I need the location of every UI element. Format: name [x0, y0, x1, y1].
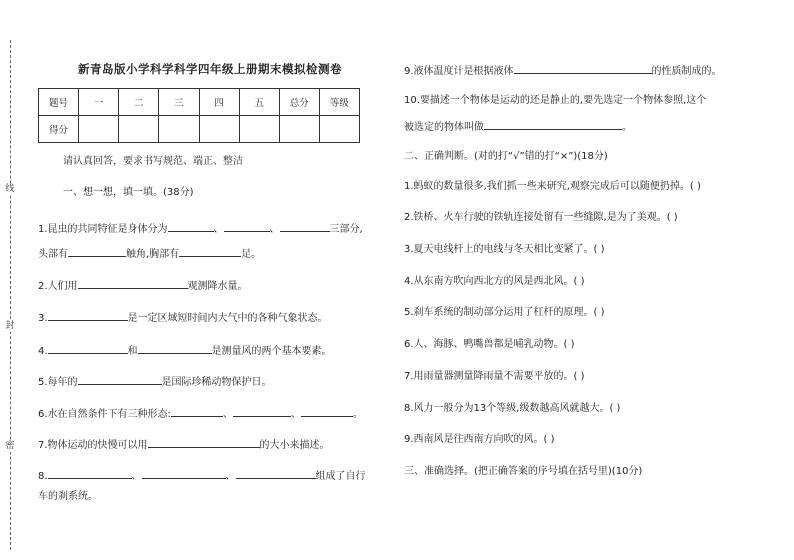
judgment-item[interactable]: 2.铁桥、火车行驶的铁轨连接处留有一些缝隙,是为了美观。( ): [404, 212, 678, 223]
gutter-mark-secret: 密: [3, 440, 17, 452]
score-header-cell: 题号: [39, 89, 79, 116]
judgment-item[interactable]: 6.人、海豚、鸭嘴兽都是哺乳动物。( ): [404, 339, 575, 350]
answer-blank[interactable]: [280, 220, 330, 232]
question-2: [38, 277, 248, 294]
answer-blank[interactable]: [168, 220, 214, 232]
score-input-cell[interactable]: [119, 116, 159, 143]
answer-blank[interactable]: [138, 342, 212, 354]
q9-text: 9.液体温度计是根据液体: [404, 66, 514, 77]
q3-text: 3.: [38, 313, 48, 324]
answer-blank[interactable]: [484, 118, 622, 130]
q1-sep: 、: [269, 224, 280, 235]
q6-text: 6.水在自然条件下有三种形态:: [38, 409, 171, 420]
answer-blank[interactable]: [78, 277, 188, 289]
q8-text: 8.: [38, 471, 48, 482]
section2-heading: 二、正确判断。(对的打“√”错的打“×”)(18分): [404, 151, 608, 162]
judgment-item[interactable]: 1.蚂蚁的数量很多,我们抓一些来研究,观察完成后可以随便扔掉。( ): [404, 181, 701, 192]
q5-text: 是国际珍稀动物保护日。: [161, 377, 272, 388]
question-5: [38, 373, 272, 390]
q1-text: 1.昆虫的共同特征是身体分为: [38, 224, 168, 235]
answer-blank[interactable]: [48, 467, 132, 479]
q10-text: 被选定的物体叫做: [404, 122, 484, 133]
q2-text: 观测降水量。: [187, 281, 248, 292]
answer-blank[interactable]: [233, 405, 291, 417]
question-7: [38, 436, 330, 453]
gutter-mark-line: 线: [3, 183, 17, 195]
gutter-mark-seal: 封: [3, 320, 17, 332]
judgment-item[interactable]: 5.刹车系统的制动部分运用了杠杆的原理。( ): [404, 307, 605, 318]
q6-sep: 、: [222, 409, 233, 420]
q1-text: 触角,胸部有: [126, 249, 180, 260]
q1-text: 三部分,: [329, 224, 363, 235]
score-header-cell: 总分: [279, 89, 319, 116]
q7-text: 7.物体运动的快慢可以用: [38, 440, 148, 451]
judgment-item[interactable]: 4.从东南方吹向西北方的风是西北风。( ): [404, 276, 585, 287]
q3-text: 是一定区域短时间内大气中的各种气象状态。: [127, 313, 328, 324]
score-header-cell: 五: [239, 89, 279, 116]
question-9: [404, 62, 722, 79]
q4-text: 和: [127, 346, 138, 357]
answer-blank[interactable]: [68, 245, 126, 257]
q2-text: 2.人们用: [38, 281, 78, 292]
judgment-item[interactable]: 9.西南风是往西南方向吹的风。( ): [404, 434, 555, 445]
question-8a: [38, 467, 366, 484]
q1-text: 头部有: [38, 249, 68, 260]
q8-sep: 、: [131, 471, 142, 482]
score-table-header-row: [39, 89, 360, 116]
page-title: 新青岛版小学科学科学四年级上册期末模拟检测卷: [78, 62, 342, 76]
answer-blank[interactable]: [514, 62, 652, 74]
q5-text: 5.每年的: [38, 377, 78, 388]
question-1a: [38, 220, 363, 237]
score-header-cell: 等级: [319, 89, 359, 116]
question-4: [38, 342, 332, 359]
q6-sep: 、: [290, 409, 301, 420]
score-header-cell: 二: [119, 89, 159, 116]
q4-text: 是测量风的两个基本要素。: [211, 346, 332, 357]
binding-line: [10, 40, 11, 550]
score-input-cell[interactable]: [79, 116, 119, 143]
q6-text: 。: [352, 409, 363, 420]
answer-blank[interactable]: [48, 309, 128, 321]
score-input-cell[interactable]: [319, 116, 359, 143]
score-header-cell: 四: [199, 89, 239, 116]
score-row-label: 得分: [39, 116, 79, 143]
q8-text: 组成了自行: [315, 471, 366, 482]
section3-heading: 三、准确选择。(把正确答案的序号填在括号里)(10分): [404, 466, 643, 477]
question-6: [38, 405, 363, 422]
score-input-cell[interactable]: [199, 116, 239, 143]
section1-heading: 一、想一想，填一填。(38分): [63, 187, 194, 198]
judgment-item[interactable]: 7.用雨量器测量降雨量不需要平放的。( ): [404, 371, 585, 382]
answer-blank[interactable]: [171, 405, 223, 417]
score-header-cell: 一: [79, 89, 119, 116]
score-table-score-row: [39, 116, 360, 143]
answer-blank[interactable]: [179, 245, 241, 257]
score-input-cell[interactable]: [279, 116, 319, 143]
q1-text: 足。: [241, 249, 262, 260]
q1-sep: 、: [213, 224, 224, 235]
q4-text: 4.: [38, 346, 48, 357]
answer-blank[interactable]: [48, 342, 128, 354]
q7-text: 的大小来描述。: [259, 440, 330, 451]
judgment-item[interactable]: 3.夏天电线杆上的电线与冬天相比变紧了。( ): [404, 244, 605, 255]
score-input-cell[interactable]: [159, 116, 199, 143]
answer-blank[interactable]: [142, 467, 226, 479]
q8-sep: 、: [225, 471, 236, 482]
question-10a: 10.要描述一个物体是运动的还是静止的,要先选定一个物体参照,这个: [404, 95, 707, 106]
answer-blank[interactable]: [78, 373, 162, 385]
question-8b: 车的刹系统。: [38, 491, 98, 502]
answer-blank[interactable]: [236, 467, 316, 479]
score-input-cell[interactable]: [239, 116, 279, 143]
answer-blank[interactable]: [224, 220, 270, 232]
q9-text: 的性质制成的。: [651, 66, 722, 77]
q10-text: 。: [622, 122, 632, 133]
question-3: [38, 309, 328, 326]
answer-blank[interactable]: [148, 436, 260, 448]
question-10b: [404, 118, 632, 135]
score-header-cell: 三: [159, 89, 199, 116]
instruction: 请认真回答，要求书写规范、端正、整洁: [63, 156, 243, 167]
score-table: [38, 88, 360, 143]
question-1b: [38, 245, 261, 262]
answer-blank[interactable]: [301, 405, 353, 417]
judgment-item[interactable]: 8.风力一般分为13个等级,级数越高风就越大。( ): [404, 403, 621, 414]
